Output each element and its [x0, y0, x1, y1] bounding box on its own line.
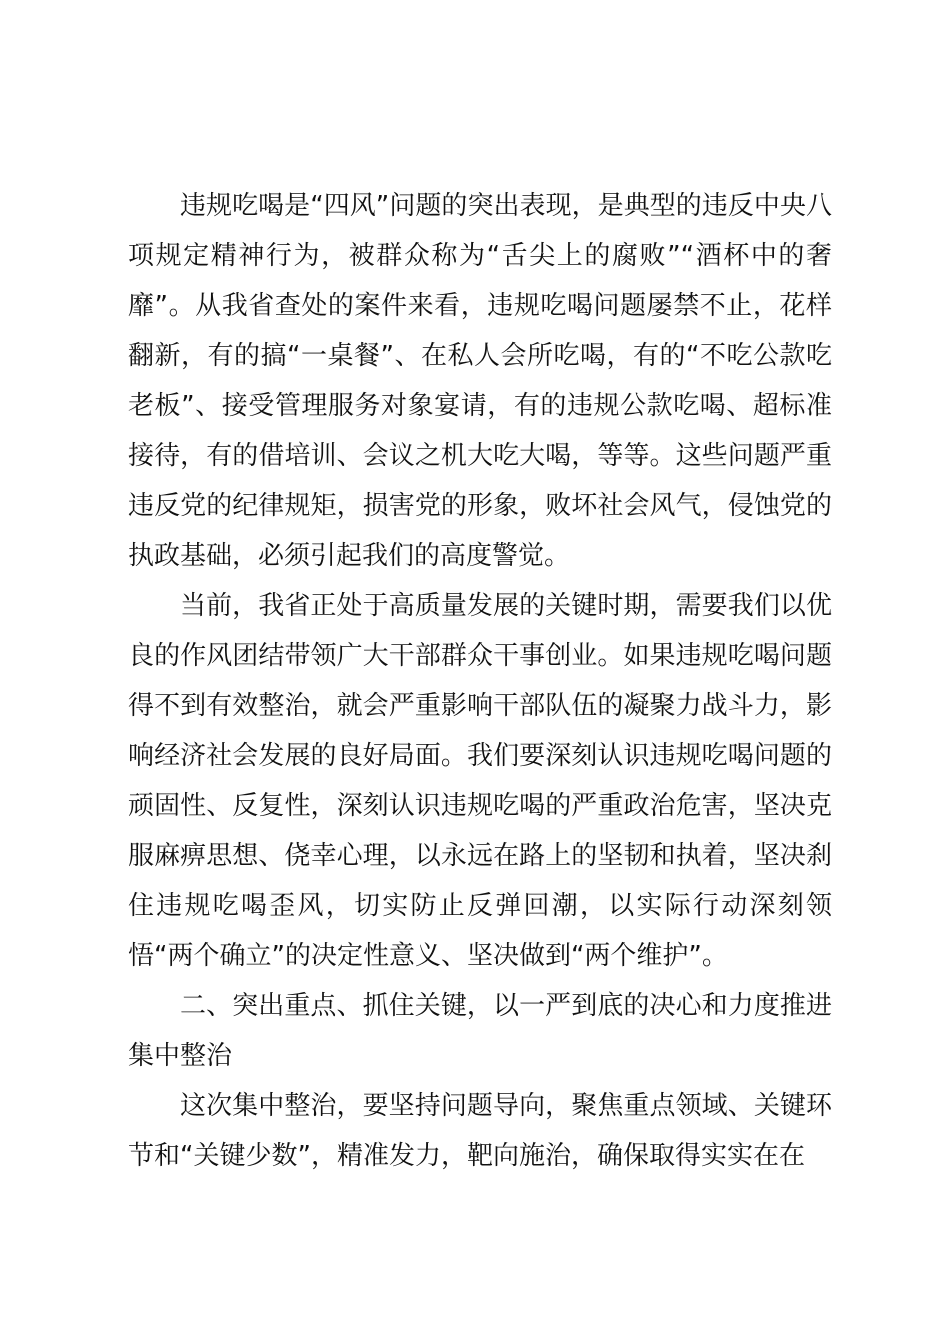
- paragraph-3: 这次集中整治，要坚持问题导向，聚焦重点领域、关键环节和“关键少数”，精准发力，靶向施治，确保取得实实在在: [128, 1091, 832, 1171]
- section-heading: 二、突出重点、抓住关键，以一严到底的决心和力度推进集中整治: [128, 991, 832, 1071]
- document-body: [128, 181, 832, 1181]
- paragraph-1: 违规吃喝是“四风”问题的突出表现，是典型的违反中央八项规定精神行为，被群众称为“舌尖上的腐败”“酒杯中的奢靡”。从我省查处的案件来看，违规吃喝问题屡禁不止，花样翻新，有的搞“一桌餐”、在私人会所吃喝，有的“不吃公款吃老板”、接受管理服务对象宴请，有的违规公款吃喝、超标准接待，有的借培训、会议之机大吃大喝，等等。这些问题严重违反党的纪律规矩，损害党的形象，败坏社会风气，侵蚀党的执政基础，必须引起我们的高度警觉。: [128, 191, 832, 571]
- paragraph-2: 当前，我省正处于高质量发展的关键时期，需要我们以优良的作风团结带领广大干部群众干事创业。如果违规吃喝问题得不到有效整治，就会严重影响干部队伍的凝聚力战斗力，影响经济社会发展的良好局面。我们要深刻认识违规吃喝问题的顽固性、反复性，深刻认识违规吃喝的严重政治危害，坚决克服麻痹思想、侥幸心理，以永远在路上的坚韧和执着，坚决刹住违规吃喝歪风，切实防止反弹回潮，以实际行动深刻领悟“两个确立”的决定性意义、坚决做到“两个维护”。: [128, 591, 832, 971]
